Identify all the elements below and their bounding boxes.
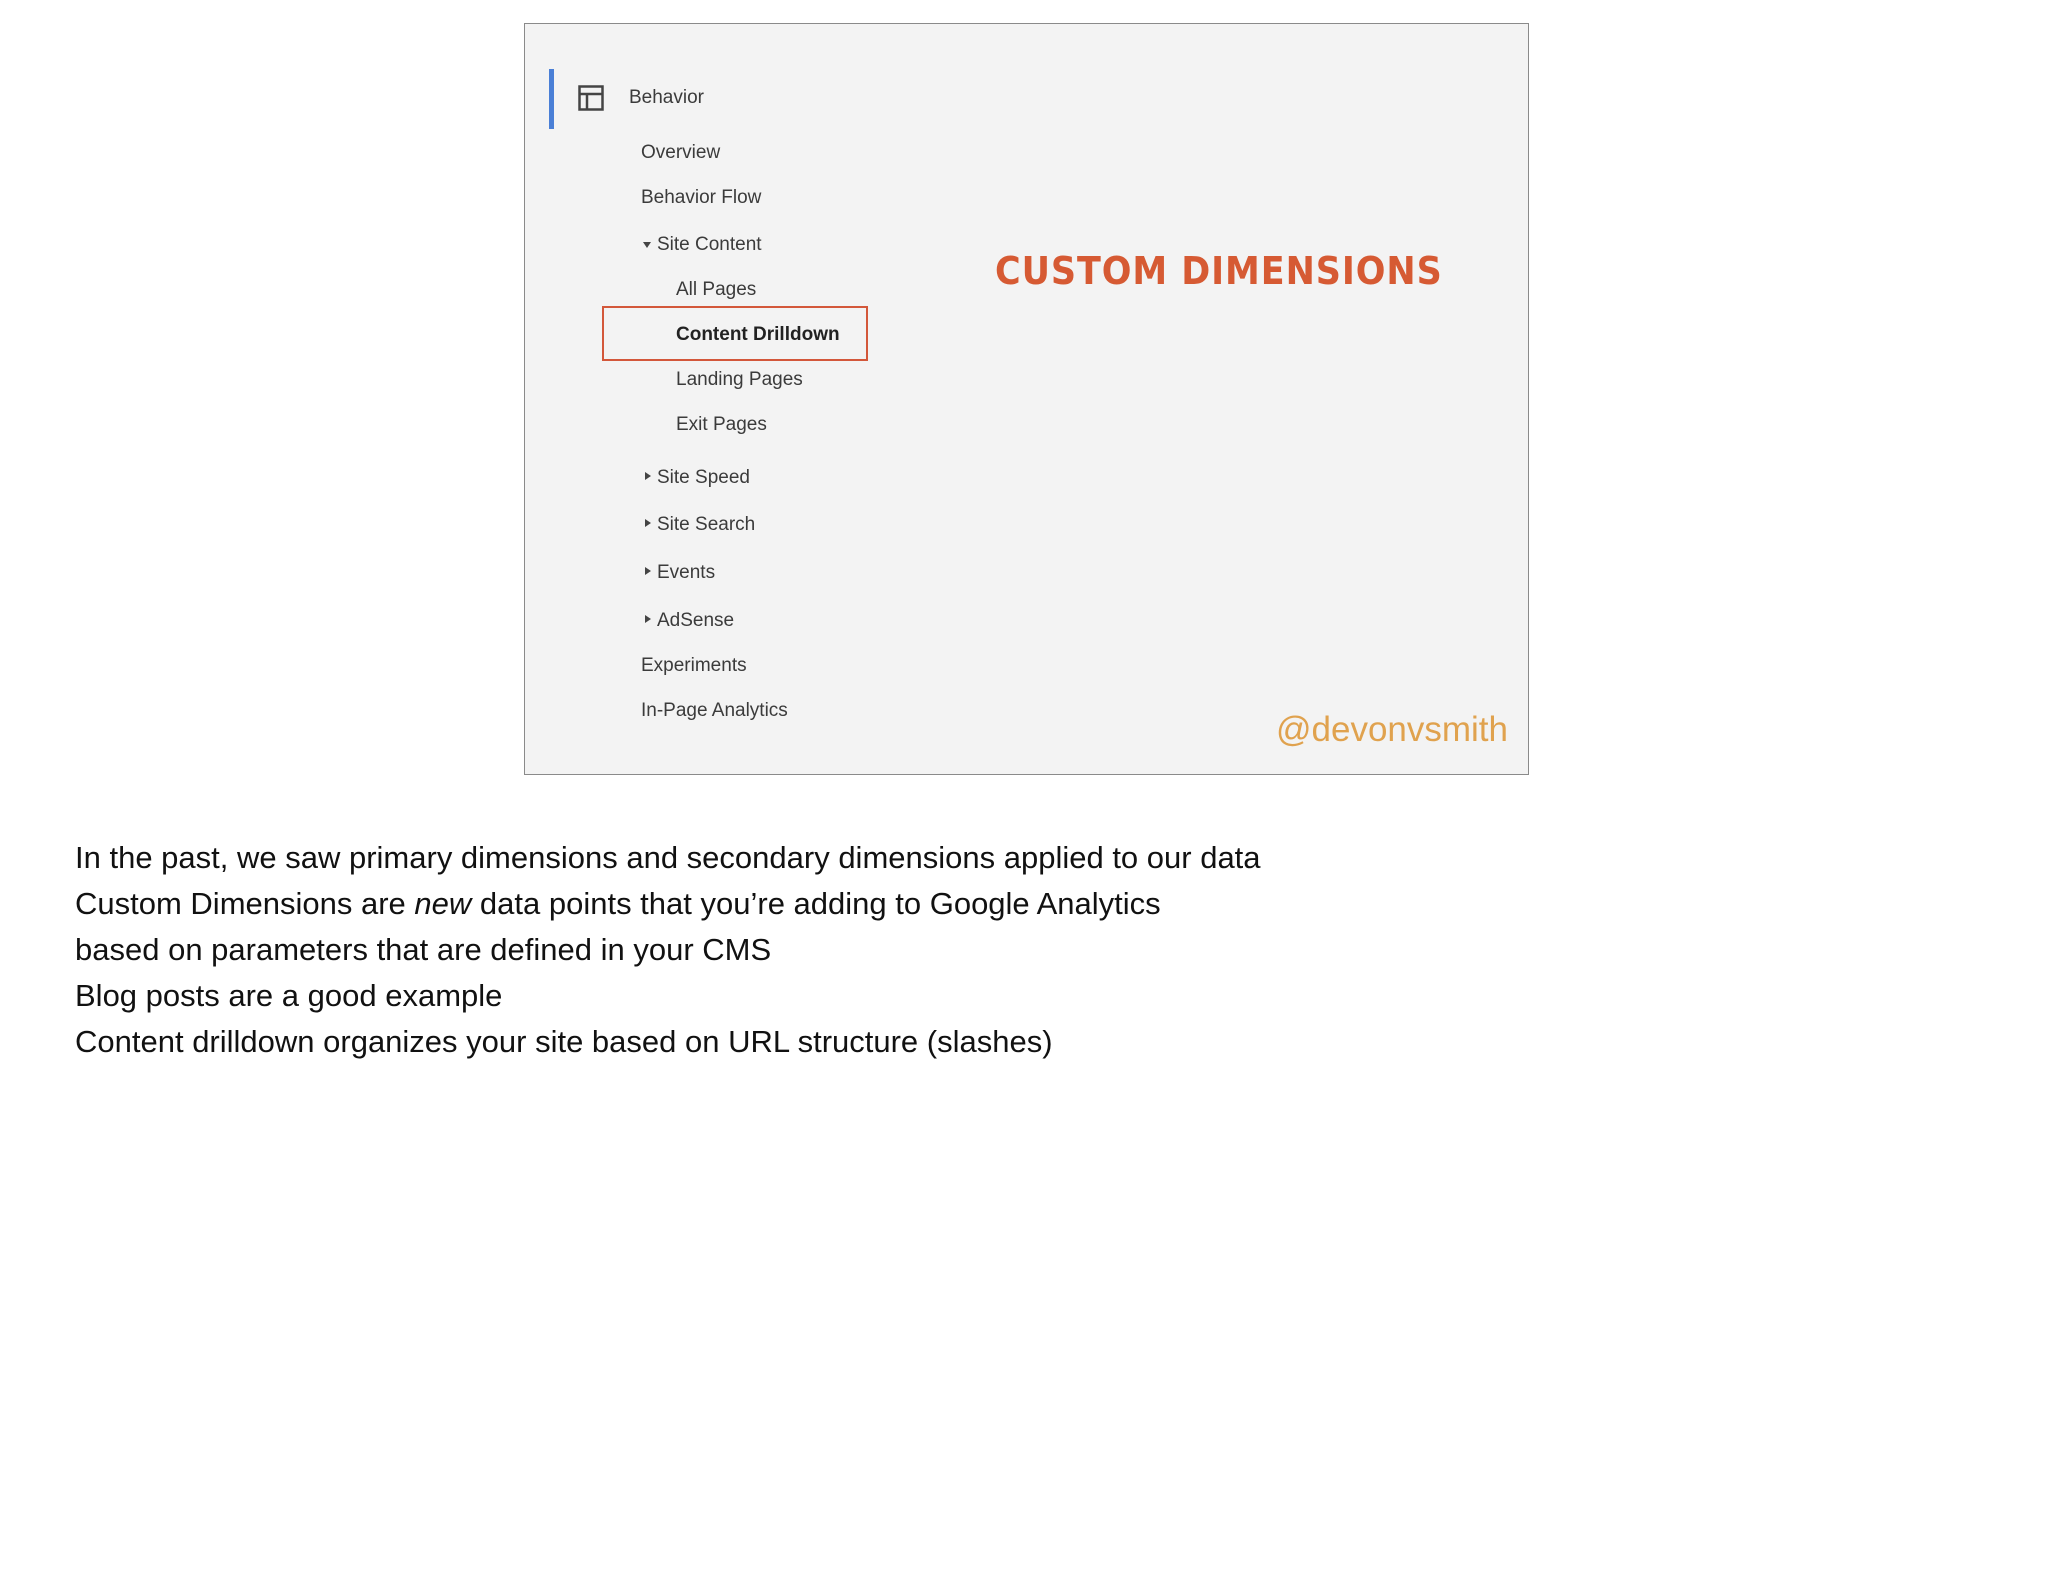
nav-item-events[interactable]: Events	[657, 562, 716, 583]
nav-item-behavior-flow[interactable]: Behavior Flow	[641, 187, 762, 208]
nav-item-adsense[interactable]: AdSense	[657, 610, 735, 631]
caret-down-icon[interactable]	[643, 242, 651, 248]
nav-item-content-drilldown[interactable]: Content Drilldown	[676, 324, 840, 345]
notes-text: Custom Dimensions are	[75, 886, 415, 921]
notes-text: data points that you’re adding to Google Analytics	[471, 886, 1161, 921]
notes-emphasis: new	[414, 886, 472, 921]
nav-item-experiments[interactable]: Experiments	[641, 655, 747, 676]
speaker-notes	[75, 835, 1975, 1065]
nav-item-exit-pages[interactable]: Exit Pages	[676, 414, 767, 435]
nav-item-all-pages[interactable]: All Pages	[676, 279, 757, 300]
nav-item-site-speed[interactable]: Site Speed	[657, 467, 750, 488]
notes-line: Blog posts are a good example	[75, 978, 503, 1013]
caret-right-icon[interactable]	[645, 472, 651, 480]
slide-heading: CUSTOM DIMENSIONS	[995, 249, 1443, 293]
nav-item-in-page-analytics[interactable]: In-Page Analytics	[641, 700, 788, 721]
caret-right-icon[interactable]	[645, 567, 651, 575]
layout-icon[interactable]	[578, 85, 604, 111]
notes-line: based on parameters that are defined in your CMS	[75, 932, 772, 967]
active-section-indicator	[549, 69, 554, 129]
nav-section-behavior[interactable]: Behavior	[629, 87, 704, 108]
caret-right-icon[interactable]	[645, 615, 651, 623]
notes-line: In the past, we saw primary dimensions and secondary dimensions applied to our data	[75, 840, 1261, 875]
nav-item-site-search[interactable]: Site Search	[657, 514, 756, 535]
caret-right-icon[interactable]	[645, 519, 651, 527]
nav-item-overview[interactable]: Overview	[641, 142, 721, 163]
nav-item-landing-pages[interactable]: Landing Pages	[676, 369, 803, 390]
notes-line	[75, 881, 1975, 927]
nav-item-site-content[interactable]: Site Content	[657, 234, 762, 255]
notes-line: Content drilldown organizes your site based on URL structure (slashes)	[75, 1024, 1053, 1059]
slide-screenshot	[524, 23, 1529, 775]
author-handle: @devonvsmith	[1275, 710, 1508, 749]
